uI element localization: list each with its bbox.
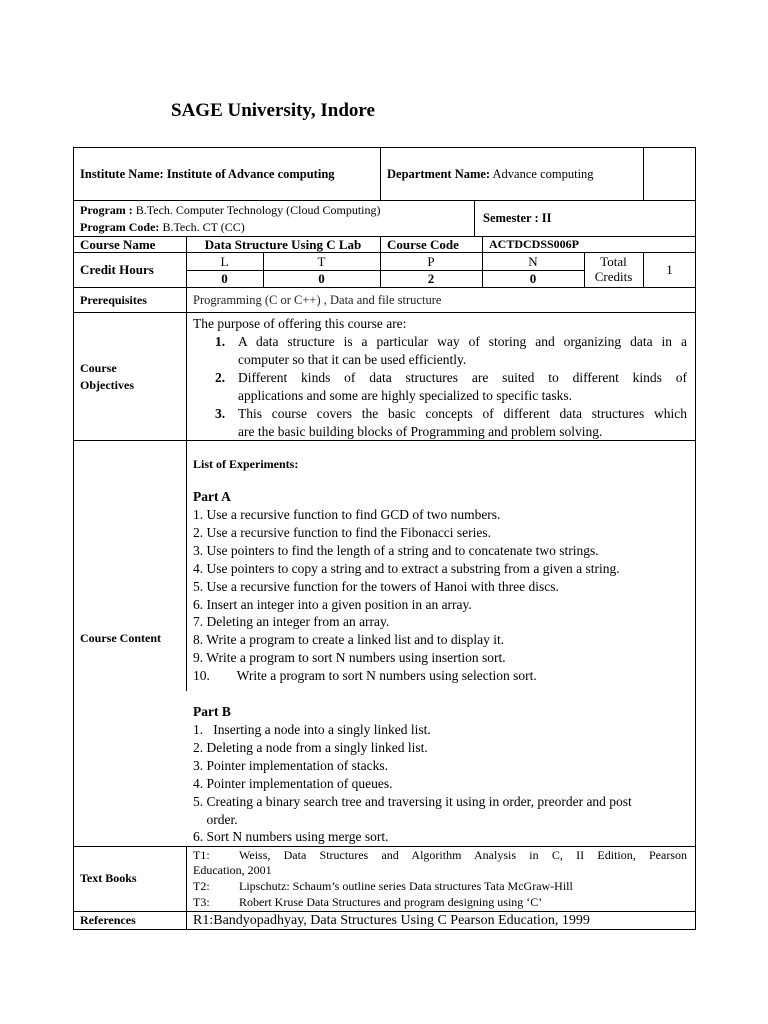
total-credits-value: 1	[666, 262, 673, 277]
objectives-label: Course Objectives	[80, 361, 134, 392]
list-item: order.	[193, 811, 238, 827]
prerequisites-value: Programming (C or C++) , Data and file structure	[193, 293, 442, 307]
part-b-list	[193, 721, 632, 846]
list-item: 4. Pointer implementation of queues.	[193, 775, 393, 791]
program-code: Program Code: B.Tech. CT (CC)	[80, 220, 245, 234]
program: Program : B.Tech. Computer Technology (Cloud Computing)	[80, 203, 381, 217]
department-name: Department Name: Advance computing	[387, 167, 594, 181]
list-item: 7. Deleting an integer from an array.	[193, 614, 390, 630]
list-item: 1. Inserting a node into a singly linked list.	[193, 722, 431, 737]
references-label: References	[80, 913, 136, 927]
credit-value-p: 2	[427, 271, 435, 286]
list-item: 5. Use a recursive function for the towers of Hanoi with three discs.	[193, 578, 559, 594]
objectives-intro: The purpose of offering this course are:	[193, 316, 407, 331]
objectives-text: The purpose of offering this course are: 1. A data structure is a particular way of storing and organizing data in a computer so that it can be used efficiently. 2. Different kinds of data structures are suited to different kinds of applications and some are highly specialized to specific tasks. 3. This course covers the basic concepts of different data structures which are the basic building blocks of Programming and problem solving.	[193, 316, 687, 439]
part-a-title: Part A	[193, 489, 231, 504]
course-code-label: Course Code	[387, 237, 459, 252]
textbook-t1: T1: Weiss, Data Structures and Algorithm Analysis in C, II Edition, Pearson Education, 2001	[193, 848, 687, 877]
textbooks-label: Text Books	[80, 871, 137, 885]
part-b-title: Part B	[193, 704, 231, 719]
list-item: 6. Sort N numbers using merge sort.	[193, 829, 389, 845]
course-name-value: Data Structure Using C Lab	[204, 237, 362, 252]
list-item: 5. Creating a binary search tree and traversing it using in order, preorder and post	[193, 793, 632, 809]
list-item: 3. Use pointers to find the length of a string and to concatenate two strings.	[193, 542, 599, 558]
credit-value-l: 0	[221, 271, 228, 286]
list-item: 1. Use a recursive function to find GCD of two numbers.	[193, 507, 501, 522]
semester: Semester : II	[483, 211, 552, 225]
list-title: List of Experiments:	[193, 457, 299, 471]
list-item: 6. Insert an integer into a given position in an array.	[193, 596, 472, 612]
textbook-t2: T2: Lipschutz: Schaum’s outline series Data structures Tata McGraw-Hill	[193, 879, 573, 893]
list-item: 10. Write a program to sort N numbers using selection sort.	[193, 668, 537, 684]
list-item: 2. Deleting a node from a singly linked list.	[193, 739, 428, 755]
textbook-t3: T3: Robert Kruse Data Structures and program designing using ‘C’	[193, 895, 543, 909]
credit-header-l: L	[220, 254, 229, 269]
credit-header-t: T	[317, 254, 326, 269]
page-title: SAGE University, Indore	[171, 100, 375, 121]
credit-value-n: 0	[529, 271, 537, 286]
credit-hours-label: Credit Hours	[80, 262, 154, 277]
credit-header-p: P	[427, 254, 435, 269]
list-item: 8. Write a program to create a linked list and to display it.	[193, 632, 505, 648]
course-content-label: Course Content	[80, 631, 161, 645]
reference-r1: R1:Bandyopadhyay, Data Structures Using C Pearson Education, 1999	[193, 913, 590, 928]
list-item: 2. Use a recursive function to find the Fibonacci series.	[193, 524, 492, 540]
credit-value-t: 0	[318, 271, 325, 286]
prerequisites-label: Prerequisites	[80, 293, 147, 307]
credit-header-n: N	[528, 254, 538, 269]
course-name-label: Course Name	[80, 237, 156, 252]
institute-name: Institute Name: Institute of Advance computing	[80, 167, 335, 181]
list-item: 3. Pointer implementation of stacks.	[193, 757, 388, 773]
list-item: 9. Write a program to sort N numbers using insertion sort.	[193, 650, 506, 666]
total-credits-label: Total Credits	[594, 254, 633, 284]
list-item: 4. Use pointers to copy a string and to extract a substring from a given a string.	[193, 560, 620, 576]
course-code-value: ACTDCDSS006P	[489, 237, 580, 251]
part-a-list	[193, 506, 620, 685]
